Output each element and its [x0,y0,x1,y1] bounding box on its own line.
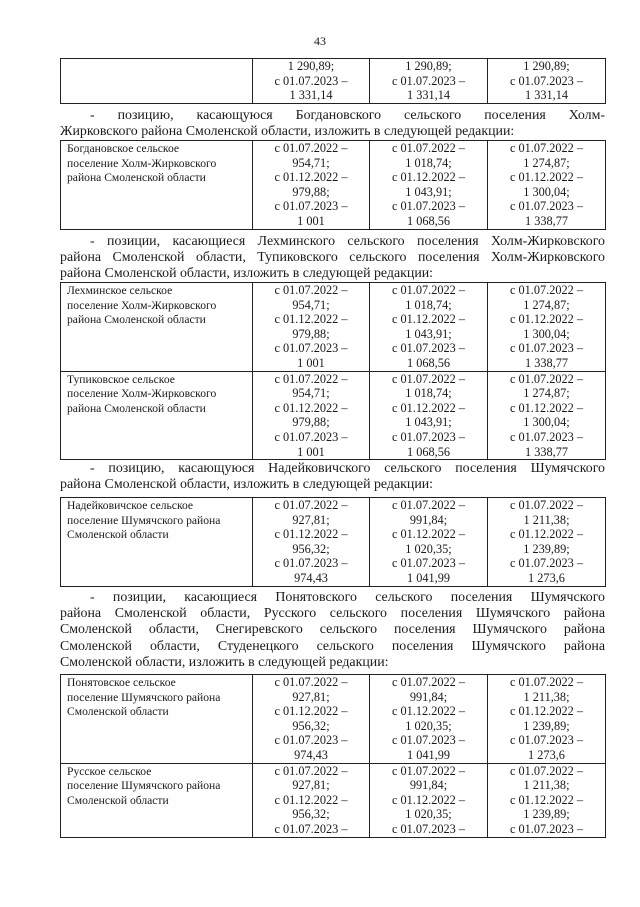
value-line: 1 274,87; [523,297,570,312]
value-cell [253,371,370,460]
settlement-name-cell [61,283,253,372]
value-line: с 01.12.2022 – [274,527,348,542]
value-line: 1 020,35; [405,807,452,822]
value-line: 1 043,91; [405,184,452,199]
value-line: 1 001 [297,355,325,370]
value-cell [488,763,606,837]
paragraph-line: района Смоленской области, Тупиковского сельского поселения Холм-Жирковского [60,250,605,266]
value-line: 1 274,87; [523,155,570,170]
value-cell [488,498,606,587]
value-line: с 01.07.2022 – [274,371,348,386]
value-cell [370,141,488,230]
settlement-name-cell [61,763,253,837]
paragraph-line: - позиции, касающиеся Понятовского сельского поселения Шумячского [90,590,605,605]
value-line: с 01.07.2023 – [391,429,466,444]
value-cell [253,675,370,764]
value-line: 991,84; [409,778,448,793]
continuation-table [60,58,606,104]
value-line: 1 211,38; [523,778,570,793]
value-line: 1 300,04; [523,415,570,430]
value-line: 974,43 [294,570,328,585]
value-line: с 01.12.2022 – [509,704,584,719]
value-line: 1 338,77 [524,213,569,228]
value-line: 1 338,77 [524,355,569,370]
value-line: 1 290,89; [523,59,570,73]
paragraph-line: - позицию, касающуюся Надейковичского сельского поселения Шумячского [90,461,605,476]
value-line: 956,32; [292,541,330,556]
value-line: с 01.07.2022 – [391,371,466,386]
paragraph-line: Смоленской области, Снегиревского сельского поселения Шумячского района [60,622,605,638]
value-cell [370,283,488,372]
value-line: 1 211,38; [523,689,570,704]
value-cell [253,59,370,104]
value-line: 1 239,89; [523,541,570,556]
paragraph-line: - позицию, касающуюся Богдановского сельского поселения Холм- [90,108,605,123]
value-line: 979,88; [292,326,330,341]
value-line: с 01.07.2023 – [509,821,584,836]
table-row [61,371,606,460]
name-line: района Смоленской области [67,313,206,327]
value-line: 1 001 [297,213,325,228]
instruction-paragraph [60,108,605,140]
name-line: Смоленской области [67,705,169,719]
value-line: 1 041,99 [406,747,451,762]
value-line: 1 068,56 [406,355,451,370]
value-line: с 01.07.2023 – [509,73,584,88]
name-line: поселение Холм-Жирковского [67,298,217,312]
value-line: 1 018,74; [405,297,452,312]
value-line: с 01.12.2022 – [391,400,466,415]
value-line: 927,81; [292,512,330,527]
name-line: Смоленской области [67,793,169,807]
value-line: 927,81; [292,778,330,793]
value-line: с 01.07.2022 – [509,498,584,512]
value-line: 1 300,04; [523,184,570,199]
value-line: 1 273,6 [528,570,565,585]
value-line: с 01.12.2022 – [509,527,584,542]
name-line: Понятовское сельское [67,676,176,689]
name-line: поселение Шумячского района [67,690,221,704]
value-line: с 01.07.2023 – [274,821,348,836]
paragraph-line: Смоленской области, Студенецкого сельского поселения Шумячского района [60,638,605,654]
value-line: с 01.07.2023 – [509,733,584,748]
value-line: с 01.07.2023 – [274,556,348,571]
value-line: с 01.07.2022 – [509,675,584,689]
value-line: с 01.07.2023 – [391,73,466,88]
name-line: Богдановское сельское [67,142,180,155]
value-line: 1 239,89; [523,807,570,822]
value-line: с 01.07.2023 – [274,341,348,356]
value-line: с 01.12.2022 – [509,312,584,327]
value-line: с 01.12.2022 – [391,312,466,327]
instruction-paragraph [60,234,605,283]
value-line: с 01.07.2023 – [274,429,348,444]
paragraph-line: района Смоленской области, Русского сельского поселения Шумячского района [60,606,605,622]
value-line: с 01.07.2022 – [391,141,466,155]
table-row [61,59,606,104]
value-line: с 01.07.2023 – [509,199,584,214]
value-cell [370,498,488,587]
value-line: 927,81; [292,689,330,704]
value-cell [370,371,488,460]
table-row [61,283,606,372]
value-line: 1 331,14 [524,88,569,103]
value-cell [488,283,606,372]
name-line: Русское сельское [67,764,152,778]
name-line: Лехминское сельское [67,284,173,297]
value-line: с 01.12.2022 – [509,400,584,415]
table-row [61,498,606,587]
value-line: с 01.07.2022 – [391,498,466,512]
value-line: с 01.12.2022 – [274,312,348,327]
tariff-table [60,282,606,460]
value-line: 1 273,6 [528,747,565,762]
value-line: с 01.12.2022 – [274,170,348,185]
value-line: с 01.07.2023 – [391,556,466,571]
value-line: с 01.07.2022 – [274,283,348,297]
value-line: с 01.07.2022 – [274,675,348,689]
name-line: поселение Шумячского района [67,513,221,527]
table-row [61,141,606,230]
value-line: 956,32; [292,807,330,822]
value-line: 1 211,38; [523,512,570,527]
value-line: с 01.12.2022 – [391,527,466,542]
paragraph-line: района Смоленской области, изложить в следующей редакции: [60,266,434,282]
value-line: с 01.07.2023 – [509,556,584,571]
settlement-name-cell [61,371,253,460]
value-line: 954,71; [292,386,330,401]
value-line: с 01.07.2023 – [391,199,466,214]
value-line: 1 338,77 [524,444,569,459]
value-line: с 01.12.2022 – [274,704,348,719]
value-cell [253,283,370,372]
paragraph-line: Смоленской области, изложить в следующей редакции: [60,654,389,670]
name-line: поселение Шумячского района [67,779,221,793]
value-line: 1 018,74; [405,155,452,170]
value-line: 1 290,89; [287,59,335,73]
value-line: с 01.07.2023 – [274,73,348,88]
value-line: с 01.07.2023 – [509,429,584,444]
value-line: 1 001 [297,444,325,459]
settlement-name-cell [61,59,253,104]
value-line: 954,71; [292,297,330,312]
paragraph-line: Жирковского района Смоленской области, изложить в следующей редакции: [60,124,515,140]
instruction-paragraph [60,590,605,671]
value-line: с 01.12.2022 – [274,792,348,807]
value-cell [488,141,606,230]
name-line: Смоленской области [67,528,169,542]
name-line: района Смоленской области [67,171,206,185]
table-row [61,763,606,837]
value-cell [253,763,370,837]
value-line: 1 043,91; [405,415,452,430]
paragraph-line: района Смоленской области, изложить в следующей редакции: [60,477,434,493]
page-number: 43 [314,34,326,48]
value-line: с 01.12.2022 – [391,704,466,719]
value-cell [488,59,606,104]
value-line: с 01.07.2023 – [391,821,466,836]
value-line: с 01.12.2022 – [509,792,584,807]
value-line: с 01.12.2022 – [509,170,584,185]
value-line: с 01.07.2023 – [274,199,348,214]
instruction-paragraph [60,461,605,493]
value-line: с 01.07.2022 – [391,283,466,297]
value-line: 1 020,35; [405,718,452,733]
name-line: поселение Холм-Жирковского [67,156,217,170]
value-line: с 01.07.2022 – [274,763,348,778]
value-line: 1 020,35; [405,541,452,556]
value-line: с 01.07.2023 – [391,733,466,748]
value-line: 1 068,56 [406,213,451,228]
value-cell [488,371,606,460]
value-line: с 01.12.2022 – [274,400,348,415]
value-line: 1 041,99 [406,570,451,585]
value-line: с 01.07.2022 – [509,283,584,297]
value-line: с 01.07.2023 – [274,733,348,748]
value-line: 1 068,56 [406,444,451,459]
tariff-table [60,674,606,838]
value-cell [253,498,370,587]
value-line: 1 043,91; [405,326,452,341]
value-line: 991,84; [409,512,448,527]
value-cell [370,59,488,104]
value-line: с 01.07.2023 – [509,341,584,356]
value-line: с 01.07.2022 – [509,141,584,155]
value-line: 1 239,89; [523,718,570,733]
value-line: с 01.12.2022 – [391,792,466,807]
name-line: Тупиковское сельское [67,372,175,386]
value-line: с 01.07.2022 – [274,141,348,155]
value-cell [370,675,488,764]
value-line: 991,84; [409,689,448,704]
settlement-name-cell [61,498,253,587]
value-line: 1 331,14 [289,88,333,103]
value-cell [370,763,488,837]
settlement-name-cell [61,141,253,230]
settlement-name-cell [61,675,253,764]
tariff-table [60,497,606,587]
value-line: 1 300,04; [523,326,570,341]
value-line: 956,32; [292,718,330,733]
table-row [61,675,606,764]
value-line: с 01.07.2022 – [391,675,466,689]
value-line: с 01.07.2022 – [509,371,584,386]
value-cell [253,141,370,230]
value-line: 1 274,87; [523,386,570,401]
value-line: 974,43 [294,747,328,762]
value-line: 1 331,14 [406,88,451,103]
value-line: 954,71; [292,155,330,170]
name-line: Надейковичское сельское [67,499,194,512]
value-cell [488,675,606,764]
value-line: с 01.07.2023 – [391,341,466,356]
value-line: 1 290,89; [405,59,452,73]
name-line: поселение Холм-Жирковского [67,387,217,401]
value-line: 979,88; [292,415,330,430]
paragraph-line: - позиции, касающиеся Лехминского сельского поселения Холм-Жирковского [90,234,605,249]
value-line: с 01.07.2022 – [391,763,466,778]
value-line: 1 018,74; [405,386,452,401]
value-line: с 01.07.2022 – [274,498,348,512]
tariff-table [60,140,606,230]
value-line: 979,88; [292,184,330,199]
value-line: с 01.07.2022 – [509,763,584,778]
value-line: с 01.12.2022 – [391,170,466,185]
name-line: района Смоленской области [67,401,206,415]
